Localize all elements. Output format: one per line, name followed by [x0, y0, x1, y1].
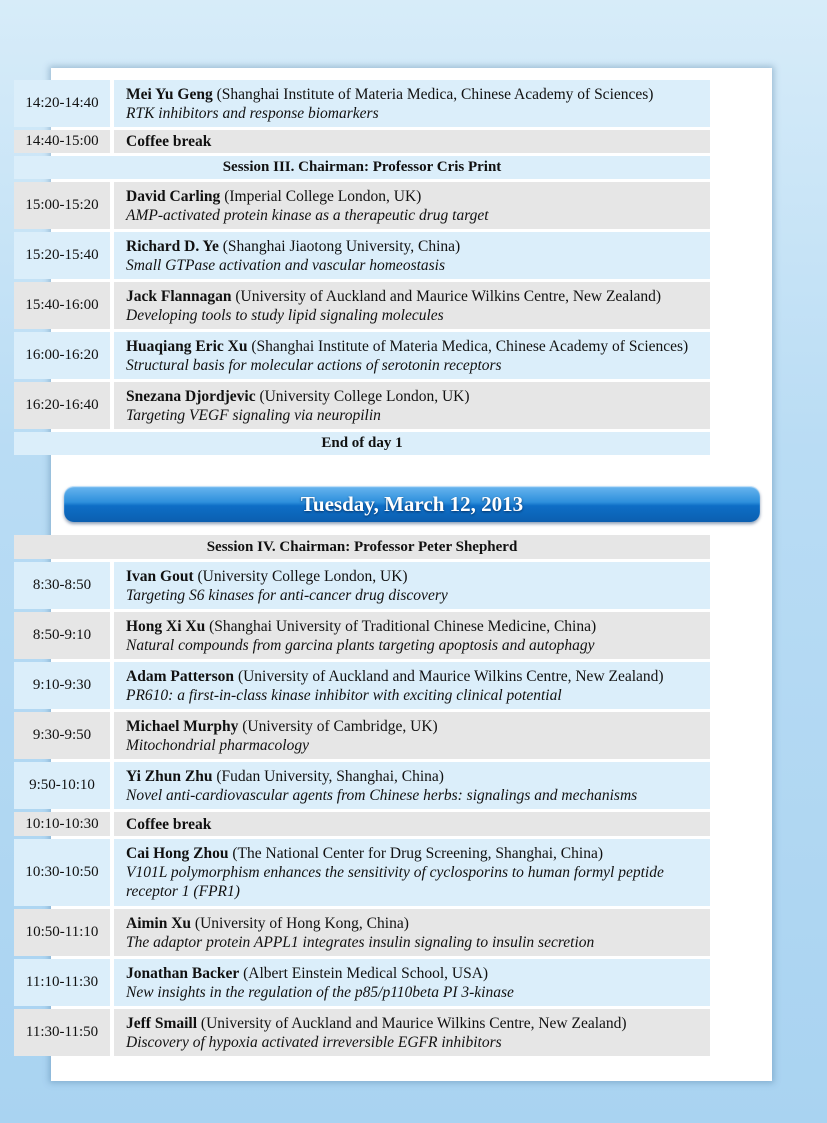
speaker-affiliation: (Albert Einstein Medical School, USA) [239, 964, 489, 982]
talk-row [14, 612, 710, 659]
talk-title: AMP-activated protein kinase as a therapeutic drug target [126, 206, 489, 224]
speaker-name: Jack Flannagan [126, 287, 232, 305]
talk-row [14, 662, 710, 709]
speaker-name: Cai Hong Zhou [126, 845, 229, 862]
time-slot: 11:10-11:30 [14, 959, 110, 1006]
time-slot: 15:20-15:40 [14, 232, 110, 279]
time-slot: 15:40-16:00 [14, 282, 110, 329]
talk-details [114, 812, 710, 836]
talk-details [114, 762, 710, 809]
talk-title: Developing tools to study lipid signaling molecules [126, 306, 444, 324]
talk-title: V101L polymorphism enhances the sensitivity of cyclosporins to human formyl peptide receptor 1 (FPR1) [126, 864, 664, 900]
talk-details [114, 332, 710, 379]
talk-row [14, 959, 710, 1006]
speaker-name: Jeff Smaill [126, 1014, 198, 1032]
speaker-affiliation: (Shanghai Institute of Materia Medica, Chinese Academy of Sciences) [212, 85, 654, 103]
speaker-name: Snezana Djordjevic [126, 387, 256, 405]
speaker-line [126, 85, 702, 104]
talk-details [114, 80, 710, 127]
speaker-affiliation: (Imperial College London, UK) [220, 187, 422, 205]
talk-details [114, 712, 710, 759]
speaker-affiliation: (Shanghai University of Traditional Chinese Medicine, China) [205, 617, 597, 635]
coffee-break-row [14, 812, 710, 836]
talk-title: Small GTPase activation and vascular homeostasis [126, 256, 446, 274]
talk-title: Novel anti-cardiovascular agents from Chinese herbs: signalings and mechanisms [126, 786, 638, 804]
speaker-line [126, 337, 702, 356]
time-slot: 8:50-9:10 [14, 612, 110, 659]
speaker-line [126, 187, 702, 206]
talk-details [114, 282, 710, 329]
speaker-name: Aimin Xu [126, 914, 192, 932]
speaker-affiliation: (Fudan University, Shanghai, China) [212, 767, 444, 785]
talk-row [14, 712, 710, 759]
speaker-affiliation: (University of Hong Kong, China) [191, 914, 409, 932]
day2-schedule [14, 535, 710, 1059]
talk-row [14, 382, 710, 429]
speaker-line [126, 617, 702, 636]
speaker-line [126, 767, 702, 786]
session-header: Session III. Chairman: Professor Cris Print [14, 156, 710, 179]
talk-row [14, 1009, 710, 1056]
time-slot: 8:30-8:50 [14, 562, 110, 609]
time-slot: 14:40-15:00 [14, 130, 110, 153]
time-slot: 15:00-15:20 [14, 182, 110, 229]
talk-row [14, 562, 710, 609]
speaker-name: David Carling [126, 187, 221, 205]
day-header-title: Tuesday, March 12, 2013 [300, 491, 524, 516]
talk-row [14, 762, 710, 809]
talk-row [14, 232, 710, 279]
speaker-affiliation: (Shanghai Institute of Materia Medica, Chinese Academy of Sciences) [247, 337, 689, 355]
talk-details [114, 909, 710, 956]
coffee-break-label: Coffee break [126, 133, 212, 150]
talk-details [114, 839, 710, 906]
speaker-line [126, 844, 702, 863]
speaker-name: Jonathan Backer [126, 964, 240, 982]
speaker-line [126, 237, 702, 256]
speaker-affiliation: (Shanghai Jiaotong University, China) [218, 237, 461, 255]
speaker-line [126, 1014, 702, 1033]
talk-details [114, 562, 710, 609]
day1-schedule [14, 80, 710, 458]
talk-title: Natural compounds from garcina plants targeting apoptosis and autophagy [126, 636, 595, 654]
speaker-line [126, 567, 702, 586]
talk-details [114, 182, 710, 229]
speaker-affiliation: (University of Auckland and Maurice Wilkins Centre, New Zealand) [231, 287, 662, 305]
speaker-line [126, 964, 702, 983]
talk-title: The adaptor protein APPL1 integrates insulin signaling to insulin secretion [126, 933, 595, 951]
time-slot: 16:20-16:40 [14, 382, 110, 429]
speaker-line [126, 387, 702, 406]
talk-row [14, 332, 710, 379]
speaker-name: Yi Zhun Zhu [126, 767, 213, 785]
speaker-name: Michael Murphy [126, 717, 239, 735]
speaker-line [126, 914, 702, 933]
speaker-affiliation: (University of Cambridge, UK) [238, 717, 438, 735]
speaker-name: Huaqiang Eric Xu [126, 337, 248, 355]
talk-details [114, 662, 710, 709]
speaker-affiliation: (University College London, UK) [193, 567, 408, 585]
time-slot: 9:30-9:50 [14, 712, 110, 759]
talk-row [14, 282, 710, 329]
time-slot: 9:10-9:30 [14, 662, 110, 709]
speaker-line [126, 717, 702, 736]
speaker-line [126, 667, 702, 686]
talk-title: New insights in the regulation of the p85/p110beta PI 3-kinase [126, 983, 514, 1001]
talk-details [114, 959, 710, 1006]
talk-details [114, 612, 710, 659]
talk-details [114, 130, 710, 153]
talk-details [114, 232, 710, 279]
speaker-line [126, 287, 702, 306]
talk-title: Mitochondrial pharmacology [126, 736, 309, 754]
speaker-affiliation: (University of Auckland and Maurice Wilkins Centre, New Zealand) [234, 667, 664, 685]
time-slot: 9:50-10:10 [14, 762, 110, 809]
time-slot: 10:30-10:50 [14, 839, 110, 906]
speaker-name: Ivan Gout [126, 567, 194, 585]
speaker-affiliation: (The National Center for Drug Screening, Shanghai, China) [228, 845, 603, 862]
speaker-affiliation: (University College London, UK) [255, 387, 470, 405]
speaker-name: Richard D. Ye [126, 237, 219, 255]
talk-title: Discovery of hypoxia activated irreversible EGFR inhibitors [126, 1033, 502, 1051]
session-header: Session IV. Chairman: Professor Peter Shepherd [14, 535, 710, 559]
day-header [64, 486, 760, 522]
talk-title: PR610: a first-in-class kinase inhibitor with exciting clinical potential [126, 686, 562, 704]
talk-title: Targeting VEGF signaling via neuropilin [126, 406, 381, 424]
coffee-break-label: Coffee break [126, 815, 212, 833]
speaker-affiliation: (University of Auckland and Maurice Wilkins Centre, New Zealand) [197, 1014, 627, 1032]
talk-row [14, 909, 710, 956]
coffee-break-row [14, 130, 710, 153]
talk-details [114, 382, 710, 429]
end-of-day: End of day 1 [14, 432, 710, 455]
talk-row [14, 182, 710, 229]
time-slot: 10:50-11:10 [14, 909, 110, 956]
talk-title: RTK inhibitors and response biomarkers [126, 104, 379, 122]
speaker-name: Hong Xi Xu [126, 617, 206, 635]
talk-row [14, 839, 710, 906]
time-slot: 11:30-11:50 [14, 1009, 110, 1056]
time-slot: 14:20-14:40 [14, 80, 110, 127]
speaker-name: Mei Yu Geng [126, 85, 213, 103]
speaker-name: Adam Patterson [126, 667, 235, 685]
talk-row [14, 80, 710, 127]
talk-title: Targeting S6 kinases for anti-cancer drug discovery [126, 586, 448, 604]
time-slot: 10:10-10:30 [14, 812, 110, 836]
time-slot: 16:00-16:20 [14, 332, 110, 379]
talk-title: Structural basis for molecular actions of serotonin receptors [126, 356, 502, 374]
talk-details [114, 1009, 710, 1056]
